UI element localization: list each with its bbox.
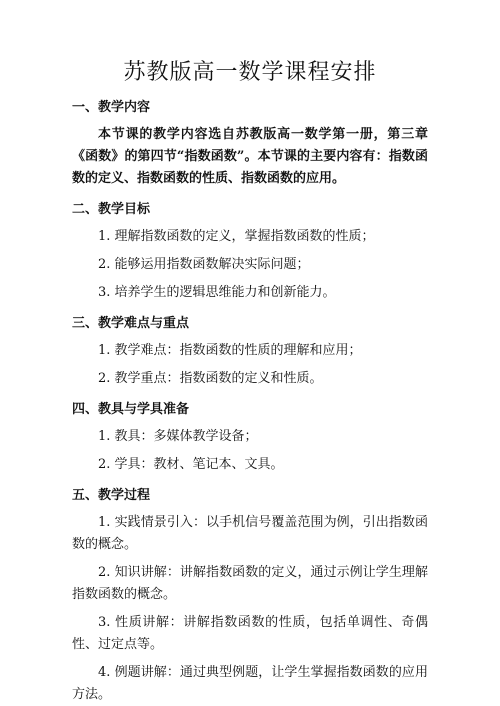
- list-item: 2. 学具：教材、笔记本、文具。: [98, 457, 284, 472]
- list-item: 1. 教学难点：指数函数的性质的理解和应用；: [98, 343, 362, 358]
- section-difficulties-focus: [72, 314, 428, 390]
- list-item: 1. 理解指数函数的定义，掌握指数函数的性质；: [98, 229, 375, 244]
- section-heading: 三、教学难点与重点: [72, 316, 190, 331]
- list-item: 3. 性质讲解：讲解指数函数的性质，包括单调性、奇偶性、过定点等。: [72, 615, 428, 652]
- list-item: 2. 能够运用指数函数解决实际问题；: [98, 257, 310, 272]
- list-item: 4. 例题讲解：通过典型例题，让学生掌握指数函数的应用方法。: [72, 665, 428, 702]
- section-teaching-process: [72, 486, 428, 706]
- section-teaching-content: [72, 98, 428, 190]
- list-item: 1. 实践情景引入：以手机信号覆盖范围为例，引出指数函数的概念。: [72, 515, 428, 552]
- section-teaching-aids: [72, 400, 428, 476]
- section-heading: 四、教具与学具准备: [72, 402, 190, 417]
- section-heading: 二、教学目标: [72, 202, 151, 217]
- list-item: 2. 教学重点：指数函数的定义和性质。: [98, 371, 323, 386]
- section-paragraph: 本节课的教学内容选自苏教版高一数学第一册，第三章《函数》的第四节“指数函数”。本节课的主要内容有：指数函数的定义、指数函数的性质、指数函数的应用。: [72, 127, 428, 186]
- list-item: 2. 知识讲解：讲解指数函数的定义，通过示例让学生理解指数函数的概念。: [72, 565, 428, 602]
- list-item: 1. 教具：多媒体教学设备；: [98, 429, 258, 444]
- section-heading: 一、教学内容: [72, 100, 151, 115]
- list-item: 3. 培养学生的逻辑思维能力和创新能力。: [98, 285, 336, 300]
- section-teaching-goals: [72, 200, 428, 304]
- page-title: 苏教版高一数学课程安排: [123, 60, 377, 85]
- section-heading: 五、教学过程: [72, 488, 151, 503]
